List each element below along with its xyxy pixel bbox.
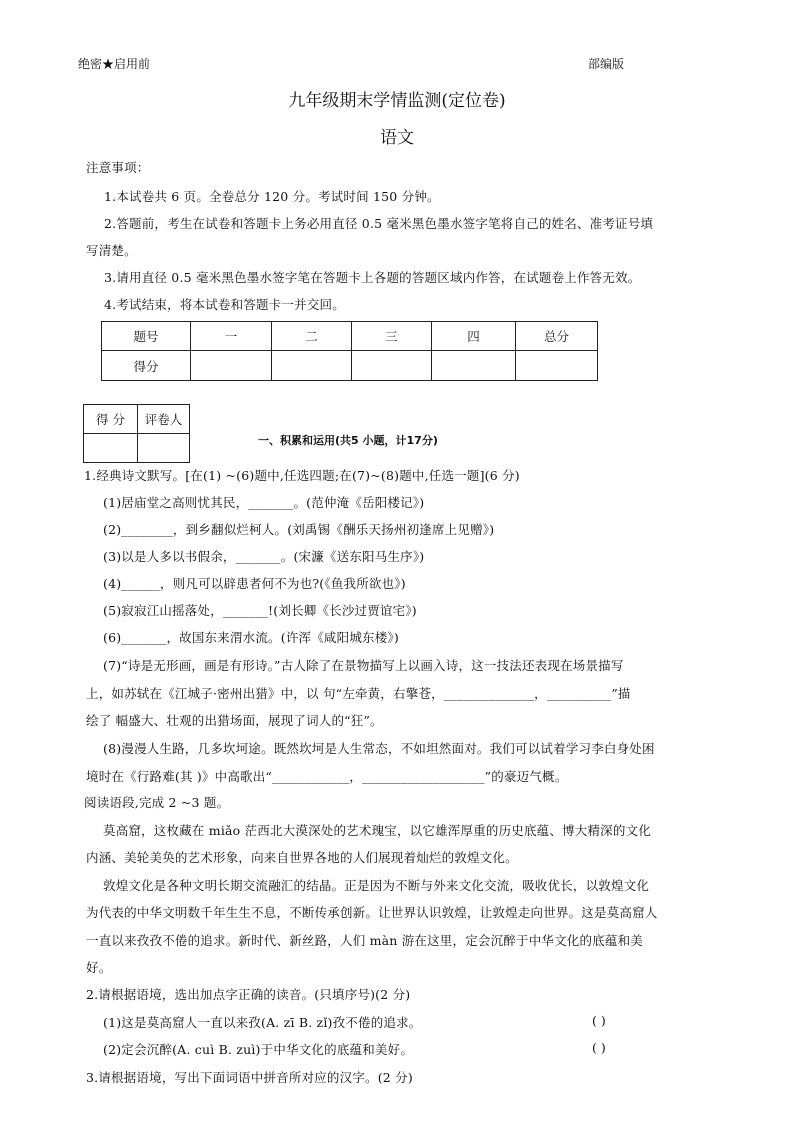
passage-line: 为代表的中华文明数千年生生不息，不断传承创新。让世界认识敦煌，让敦煌走向世界。这是莫高窟人 — [86, 905, 658, 920]
score-table-header: 二 — [272, 322, 352, 351]
passage-line: 莫高窟，这枚藏在 miǎo 茫西北大漠深处的艺术瑰宝，以它雄浑厚重的历史底蕴、博大精深的文化 — [103, 823, 651, 838]
q2-item: (1)这是莫高窟人一直以来孜(A. zī B. zǐ)孜不倦的追求。 — [103, 1015, 422, 1030]
grader-score-cell — [84, 434, 138, 463]
passage-line: 内涵、美轮美奂的艺术形象，向来自世界各地的人们展现着灿烂的敦煌文化。 — [86, 850, 518, 865]
score-cell — [272, 351, 352, 381]
grader-score-label: 得 分 — [84, 405, 138, 434]
notes-heading: 注意事项： — [86, 160, 150, 175]
grader-box — [83, 404, 190, 463]
grader-name-cell — [138, 434, 190, 463]
q2-item: (2)定会沉醉(A. cuì B. zuì)于中华文化的底蕴和美好。 — [103, 1042, 414, 1057]
score-row-label: 得分 — [102, 351, 191, 381]
note-item: 3.请用直径 0.5 毫米黑色墨水签字笔在答题卡上各题的答题区域内作答，在试题卷上作答无效。 — [104, 270, 641, 285]
passage-line: 好。 — [86, 960, 112, 975]
q1-line: (8)漫漫人生路，几多坎坷途。既然坎坷是人生常态，不如坦然面对。我们可以试着学习李白身处困 — [103, 741, 655, 756]
note-item: 4.考试结束，将本试卷和答题卡一并交回。 — [104, 297, 345, 312]
q1-line: (1)居庙堂之高则忧其民，_______。(范仲淹《岳阳楼记》) — [103, 495, 425, 510]
q1-line: 境时在《行路难(其 )》中高歌出“____________，___________________”的豪迈气概。 — [86, 769, 568, 784]
subject-title: 语文 — [380, 128, 414, 148]
score-cell — [191, 351, 272, 381]
section-title: 一、积累和运用(共5 小题，计17分) — [258, 434, 438, 447]
q1-line: 绘了 幅盛大、壮观的出猎场面，展现了词人的“狂”。 — [86, 713, 383, 728]
passage-line: 一直以来孜孜不倦的追求。新时代、新丝路，人们 màn 游在这里，定会沉醉于中华文化的底蕴和美 — [86, 933, 644, 948]
score-table — [101, 321, 598, 381]
grader-label: 评卷人 — [138, 405, 190, 434]
answer-blank: ( ) — [592, 1013, 606, 1028]
confidential-label: 绝密★启用前 — [78, 57, 151, 71]
score-cell — [352, 351, 432, 381]
q1-line: (4)______，则凡可以辟患者何不为也?(《鱼我所欲也》) — [103, 576, 406, 591]
score-table-header: 四 — [432, 322, 516, 351]
note-item: 写清楚。 — [86, 243, 137, 258]
question-2-stem: 2.请根据语境，选出加点字正确的读音。(只填序号)(2 分) — [86, 987, 411, 1002]
score-table-header: 题号 — [102, 322, 191, 351]
answer-blank: ( ) — [592, 1040, 606, 1055]
q1-line: (5)寂寂江山摇落处，_______!(刘长卿《长沙过贾谊宅》) — [103, 603, 417, 618]
passage-line: 敦煌文化是各种文明长期交流融汇的结晶。正是因为不断与外来文化交流，吸收优长，以敦煌文化 — [103, 878, 650, 893]
note-item: 1.本试卷共 6 页。全卷总分 120 分。考试时间 150 分钟。 — [104, 189, 440, 204]
question-1-stem: 1.经典诗文默写。[在(1) ~(6)题中,任选四题;在(7)~(8)题中,任选一题](6 分) — [84, 468, 520, 483]
score-table-header: 一 — [191, 322, 272, 351]
score-cell — [516, 351, 598, 381]
score-table-header: 三 — [352, 322, 432, 351]
q1-line: (2)________，到乡翻似烂柯人。(刘禹锡《酬乐天扬州初逢席上见赠》) — [103, 522, 495, 537]
q1-line: (6)_______，故国东来渭水流。(许浑《咸阳城东楼》) — [103, 630, 399, 645]
q1-line: (3)以是人多以书假余，_______。(宋濂《送东阳马生序》) — [103, 549, 425, 564]
score-table-header: 总分 — [516, 322, 598, 351]
note-item: 2.答题前，考生在试卷和答题卡上务必用直径 0.5 毫米黑色墨水签字笔将自己的姓名、准考证号填 — [104, 216, 654, 231]
edition-label: 部编版 — [588, 57, 625, 71]
score-cell — [432, 351, 516, 381]
reading-intro: 阅读语段,完成 2 ~3 题。 — [84, 795, 230, 810]
question-3-stem: 3.请根据语境，写出下面词语中拼音所对应的汉字。(2 分) — [86, 1070, 413, 1085]
q1-line: (7)“诗是无形画，画是有形诗。”古人除了在景物描写上以画入诗，这一技法还表现在场景描写 — [103, 658, 624, 673]
exam-title: 九年级期末学情监测(定位卷) — [288, 91, 506, 111]
q1-line: 上，如苏轼在《江城子·密州出猎》中，以 句“左牵黄，右擎苍，______________，__________”描 — [86, 686, 631, 701]
